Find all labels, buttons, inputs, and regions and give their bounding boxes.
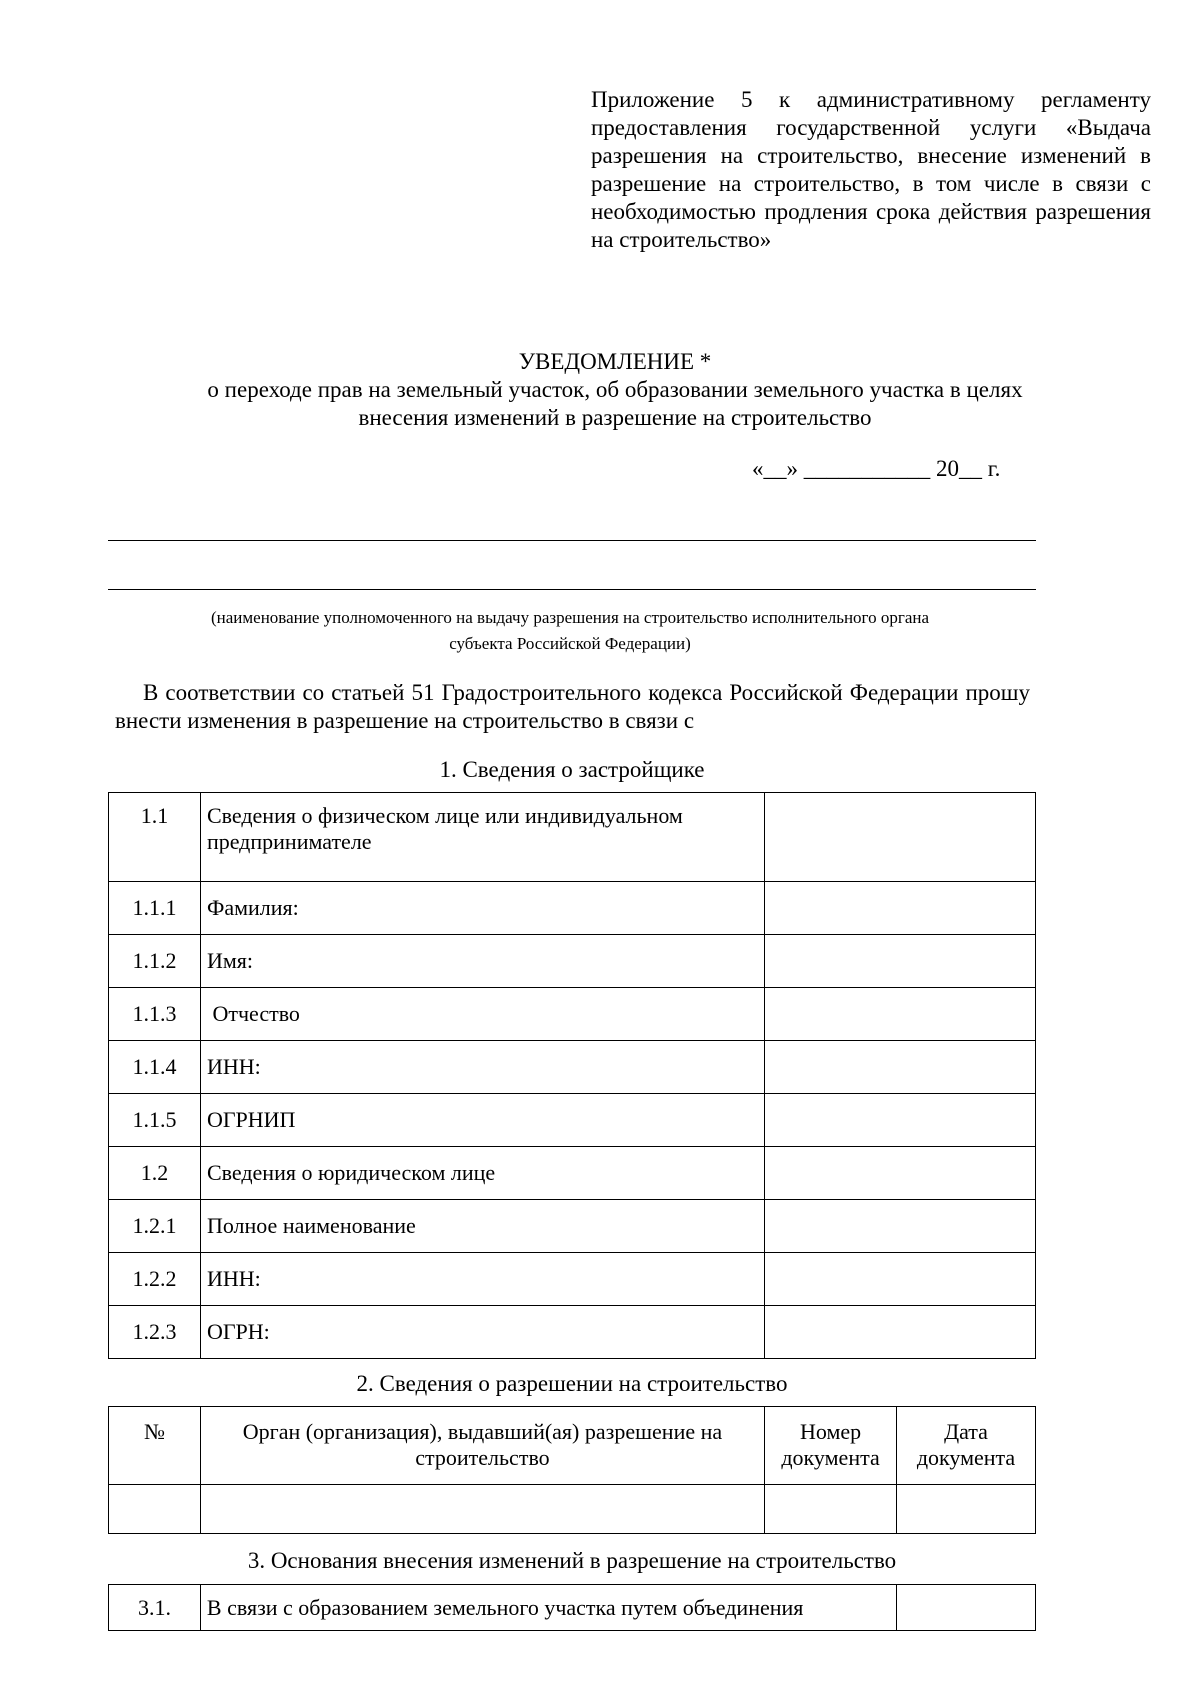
authority-caption xyxy=(120,605,1020,657)
section-3-title: 3. Основания внесения изменений в разрешение на строительство xyxy=(247,1548,897,1573)
section-2-title: 2. Сведения о разрешении на строительство xyxy=(356,1371,788,1396)
permit-cell-doc-number[interactable] xyxy=(765,1485,897,1534)
developer-info-row-label: ОГРНИП xyxy=(200,1094,764,1147)
developer-info-row-value[interactable] xyxy=(765,1306,1036,1359)
document-title: УВЕДОМЛЕНИЕ * xyxy=(518,349,712,374)
developer-info-row-number: 1.1.4 xyxy=(109,1041,201,1094)
developer-info-row xyxy=(109,1147,1036,1200)
developer-info-row-label: Отчество xyxy=(200,988,764,1041)
authority-caption-line-2: субъекта Российской Федерации) xyxy=(449,634,691,653)
permit-cell-doc-date[interactable] xyxy=(897,1485,1036,1534)
permit-cell-authority[interactable] xyxy=(200,1485,764,1534)
developer-info-row-value[interactable] xyxy=(765,1253,1036,1306)
developer-info-row-label: Сведения о физическом лице или индивидуальном предпринимателе xyxy=(200,793,764,882)
developer-info-row xyxy=(109,1306,1036,1359)
developer-info-row-value[interactable] xyxy=(765,1094,1036,1147)
developer-info-row-number: 1.2.1 xyxy=(109,1200,201,1253)
developer-info-row-value[interactable] xyxy=(765,1147,1036,1200)
intro-paragraph xyxy=(115,679,1030,735)
permit-info-table xyxy=(108,1406,1036,1534)
developer-info-row xyxy=(109,1041,1036,1094)
authority-caption-line-1: (наименование уполномоченного на выдачу разрешения на строительство исполнительного органа xyxy=(210,608,930,627)
developer-info-row-number: 1.1.5 xyxy=(109,1094,201,1147)
date-line: «__» ___________ 20__ г. xyxy=(752,456,1001,481)
developer-info-row-number: 1.2.2 xyxy=(109,1253,201,1306)
developer-info-row-label: ОГРН: xyxy=(200,1306,764,1359)
developer-info-row-label: Сведения о юридическом лице xyxy=(200,1147,764,1200)
developer-info-row-label: ИНН: xyxy=(200,1253,764,1306)
permit-cell-number[interactable] xyxy=(109,1485,201,1534)
developer-info-row xyxy=(109,935,1036,988)
developer-info-row-number: 1.1.2 xyxy=(109,935,201,988)
document-subtitle-line-1: о переходе прав на земельный участок, об образовании земельного участка в целях xyxy=(207,377,1023,402)
permit-header-number: № xyxy=(109,1407,201,1485)
developer-info-row-value[interactable] xyxy=(765,882,1036,935)
permit-header-doc-number: Номер документа xyxy=(765,1407,897,1485)
change-grounds-row-value[interactable] xyxy=(897,1585,1036,1631)
developer-info-row-label: Фамилия: xyxy=(200,882,764,935)
developer-info-row-number: 1.2.3 xyxy=(109,1306,201,1359)
developer-info-row-number: 1.2 xyxy=(109,1147,201,1200)
annex-note: Приложение 5 к административному регламенту предоставления государственной услуги «Выдача разрешения на строительство, внесение изменений в разрешение на строительство, в том числе в связи с необходимостью продления срока действия разрешения на строительство» xyxy=(591,87,1151,252)
developer-info-row xyxy=(109,793,1036,882)
developer-info-table xyxy=(108,792,1036,1359)
developer-info-row-number: 1.1.3 xyxy=(109,988,201,1041)
authority-name-line-2 xyxy=(108,589,1036,590)
change-grounds-table xyxy=(108,1584,1036,1631)
developer-info-row-value[interactable] xyxy=(765,935,1036,988)
developer-info-row-label: Полное наименование xyxy=(200,1200,764,1253)
developer-info-row-value[interactable] xyxy=(765,793,1036,882)
intro-text: В соответствии со статьей 51 Градостроительного кодекса Российской Федерации прошу внести изменения в разрешение на строительство в связи с xyxy=(115,680,1030,733)
developer-info-row xyxy=(109,1253,1036,1306)
section-1-title: 1. Сведения о застройщике xyxy=(439,757,705,782)
developer-info-row-number: 1.1.1 xyxy=(109,882,201,935)
developer-info-row-label: ИНН: xyxy=(200,1041,764,1094)
permit-header-doc-date: Дата документа xyxy=(897,1407,1036,1485)
permit-header-authority: Орган (организация), выдавший(ая) разрешение на строительство xyxy=(200,1407,764,1485)
developer-info-row xyxy=(109,1200,1036,1253)
authority-name-line-1 xyxy=(108,540,1036,541)
developer-info-row-label: Имя: xyxy=(200,935,764,988)
change-grounds-row-number: 3.1. xyxy=(109,1585,201,1631)
developer-info-row xyxy=(109,1094,1036,1147)
change-grounds-row-label: В связи с образованием земельного участка путем объединения xyxy=(200,1585,896,1631)
developer-info-row-value[interactable] xyxy=(765,1041,1036,1094)
developer-info-row xyxy=(109,882,1036,935)
developer-info-row xyxy=(109,988,1036,1041)
developer-info-row-number: 1.1 xyxy=(109,793,201,882)
change-grounds-row xyxy=(109,1585,1036,1631)
developer-info-row-value[interactable] xyxy=(765,988,1036,1041)
document-subtitle-line-2: внесения изменений в разрешение на строительство xyxy=(358,405,872,430)
developer-info-row-value[interactable] xyxy=(765,1200,1036,1253)
